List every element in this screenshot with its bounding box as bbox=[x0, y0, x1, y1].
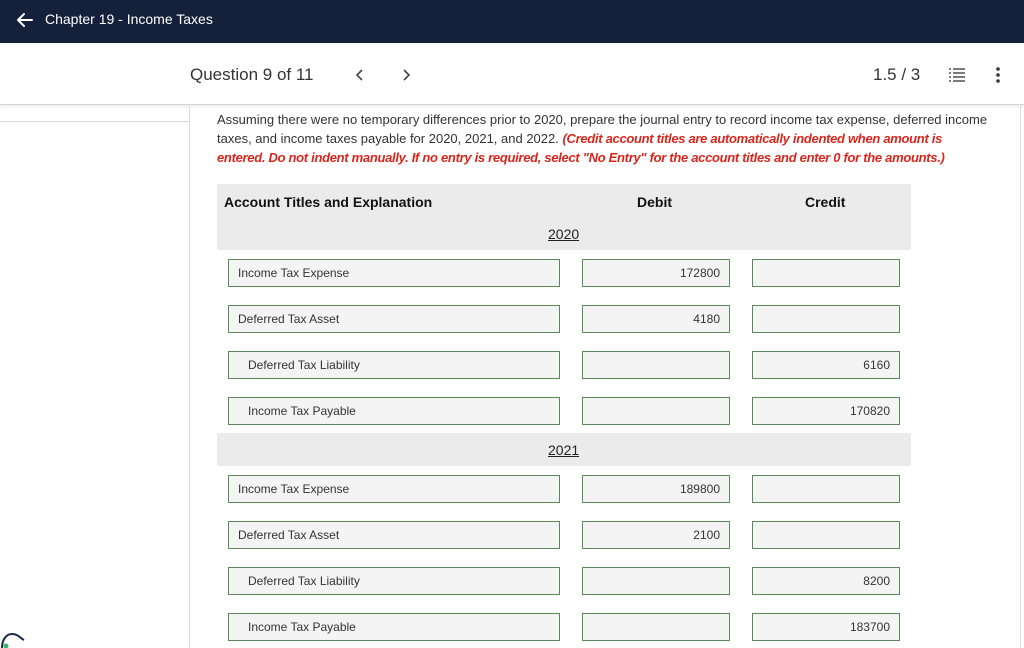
top-bar bbox=[0, 0, 1024, 43]
question-counter: Question 9 of 11 bbox=[190, 65, 314, 84]
account-field[interactable]: Income Tax Expense bbox=[228, 259, 560, 287]
next-question-icon[interactable] bbox=[398, 65, 414, 85]
instructions-note: (Credit account titles are automatically indented when amount is entered. Do not indent manually. If no entry is required, select "No Entry" for the account titles and enter 0 for the amounts.) bbox=[217, 131, 945, 165]
more-options-icon[interactable] bbox=[994, 65, 1002, 85]
account-field[interactable]: Deferred Tax Asset bbox=[228, 521, 560, 549]
account-field[interactable]: Income Tax Payable bbox=[228, 613, 560, 641]
year-label-2021: 2021 bbox=[548, 442, 580, 458]
debit-field[interactable] bbox=[582, 613, 730, 641]
account-field[interactable]: Income Tax Expense bbox=[228, 475, 560, 503]
debit-field[interactable]: 172800 bbox=[582, 259, 730, 287]
debit-field[interactable] bbox=[582, 397, 730, 425]
credit-field[interactable]: 183700 bbox=[752, 613, 900, 641]
credit-field[interactable] bbox=[752, 475, 900, 503]
debit-field[interactable]: 189800 bbox=[582, 475, 730, 503]
right-edge-divider bbox=[1020, 106, 1021, 648]
credit-field[interactable] bbox=[752, 305, 900, 333]
journal-table-header bbox=[217, 184, 911, 250]
previous-question-icon[interactable] bbox=[352, 65, 368, 85]
score-display: 1.5 / 3 bbox=[873, 65, 921, 84]
year-label-2020: 2020 bbox=[548, 226, 580, 242]
account-field[interactable]: Deferred Tax Asset bbox=[228, 305, 560, 333]
account-field[interactable]: Deferred Tax Liability bbox=[228, 567, 560, 595]
credit-field[interactable]: 8200 bbox=[752, 567, 900, 595]
left-panel bbox=[0, 106, 190, 648]
instructions-main: Assuming there were no temporary differences prior to 2020, prepare the journal entry to record income tax expense, deferred income taxes, and income taxes payable for 2020, 2021, and 2022. bbox=[217, 112, 988, 146]
account-field[interactable]: Income Tax Payable bbox=[228, 397, 560, 425]
year-band-2021 bbox=[217, 433, 911, 466]
back-arrow-icon[interactable] bbox=[15, 10, 35, 30]
question-list-icon[interactable] bbox=[948, 66, 966, 84]
account-column-header: Account Titles and Explanation bbox=[224, 194, 433, 210]
debit-field[interactable]: 2100 bbox=[582, 521, 730, 549]
debit-field[interactable] bbox=[582, 567, 730, 595]
credit-field[interactable] bbox=[752, 259, 900, 287]
debit-field[interactable]: 4180 bbox=[582, 305, 730, 333]
debit-field[interactable] bbox=[582, 351, 730, 379]
question-bar bbox=[0, 43, 1024, 105]
question-instructions bbox=[217, 110, 992, 167]
credit-field[interactable]: 170820 bbox=[752, 397, 900, 425]
credit-column-header: Credit bbox=[805, 194, 846, 210]
account-field[interactable]: Deferred Tax Liability bbox=[228, 351, 560, 379]
chapter-title: Chapter 19 - Income Taxes bbox=[45, 11, 213, 27]
credit-field[interactable] bbox=[752, 521, 900, 549]
debit-column-header: Debit bbox=[637, 194, 672, 210]
credit-field[interactable]: 6160 bbox=[752, 351, 900, 379]
assistant-blob-icon[interactable] bbox=[0, 628, 26, 648]
